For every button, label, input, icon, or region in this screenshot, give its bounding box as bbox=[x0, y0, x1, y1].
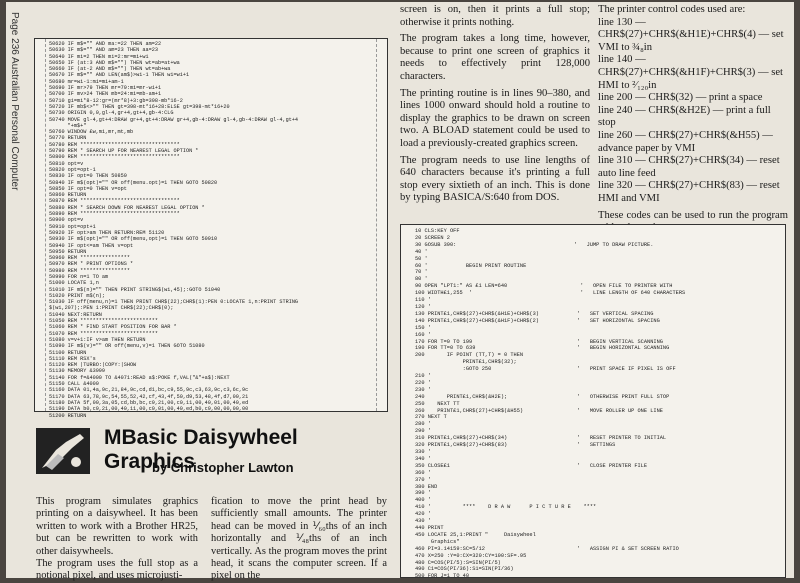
code-line: line 310 — CHR$(27)+CHR$(34) — reset auto line feed bbox=[598, 155, 780, 179]
article-body-right bbox=[211, 496, 387, 583]
listing-text: 10 CLS:KEY OFF 20 SCREEN 2 30 GOSUB 390: ' JUMP TO DRAW PICTURE. 40 ' 50 ' 60 ' BEGIN PRINT ROUTINE 70 ' 80 ' 90 OPEN "LPT1:" AS £1 LEN=640 ' OPEN FILE TO PRINTER WITH 100 WIDTH£1,255 ' ' LINE LENGTH OF 640 CHARACTERS 110 ' 120 ' 130 PRINT£1,CHR$(27)+CHR$(&H1E)+CHR$(3) ' SET VERTICAL SPACING 140 PRINT£1,CHR$(27)+CHR$(&H1F)+CHR$(2) ' SET HORIZONTAL SPACING 150 ' 160 ' 170 FOR T=0 TO 199 ' BEGIN VERTICAL SCANNING 190 FOR TT=0 TO 639 ' BEGIN HORIZONTAL SCANNING 200 IF POINT (TT,T) = 0 THEN PRINT£1,CHR$(32); :GOTO 250 ' PRINT SPACE IF PIXEL IS OFF 210 ' 220 ' 230 ' 240 PRINT£1,CHR$(&H2E); ' OTHERWISE PRINT FULL STOP 250 NEXT TT 260 PRINT£1,CHR$(27)+CHR$(&H55) ' MOVE ROLLER UP ONE LINE 270 NEXT T 280 ' 290 ' 310 PRINT£1,CHR$(27)+CHR$(34) ' RESET PRINTER TO INITIAL 320 PRINT£1,CHR$(27)+CHR$(83) ' SETTINGS 330 ' 340 ' 350 CLOSE£1 ' CLOSE PRINTER FILE 360 ' 370 ' 380 END 390 ' 400 ' 410 ' **** D R A W P I C T U R E **** 420 ' 430 ' 440 PRINT 450 LOCATE 25,1:PRINT " Daisywheel Graphics" 460 PI=3.14159:SC=5/12 ' ASSIGN PI & SET SCREEN RATIO 470 X=250 :Y=0:CX=320:CY=100:SF=.95 480 C=COS(PI/5):S=SIN(PI/5) 490 C1=COS(PI/36):S1=SIN(PI/36) 500 FOR J=1 TO 40 bbox=[415, 228, 686, 580]
paragraph: The printer control codes used are: bbox=[598, 4, 746, 15]
article-byline: by Christopher Lawton bbox=[152, 460, 294, 475]
code-line: line 320 — CHR$(27)+CHR$(83) — reset HMI and VMI bbox=[598, 180, 780, 204]
listing-text: 50620 IF m$="" AND ma:=22 THEN am=22 50630 IF m$="" AND am=23 THEN aa=23 50640 IF mi=2 THEN mi=2:mr=mi+wi 50650 IF (at:3 AND m$="") THEN wt=ab=at+wa 50660 IF (at-2 AND m$="") THEN wt=ab+wa 50670 IF m$="" AND LEN(am$)>wi-1 THEN wi=wi+1 50680 mr=wi-1:mi=mi+am-1 50690 IF mr>79 THEN mr=79:mi=mr-wi+1 50700 IF mv>24 THEN mb=24:mi=mb-am+1 50710 gi=mi*8-12:gr=(mr*8)+3:gb=398-mb*16-2 50720 IF mb$<>"" THEN gt=398-mt*16+28:ELSE gt=398-mt*16+20 50730 ORIGIN 0,0,gl-4,gr+4,gt+4,gb-4:CLG 50740 MOVE gl-4,gt+4:DRAW gr+4,gt+4:DRAW gr+4,gb-4:DRAW gl-4,gb-4:DRAW gl-4,gt+4 "+m$+" 50760 WINDOW £w,mi,mr,mt,mb 50770 RETURN 50780 REM ******************************** 50790 REM * SEARCH UP FOR NEAREST LEGAL OPTION * 50800 REM ******************************** 50810 opt=v 50820 opt=opt-1 50830 IF opt=0 THEN 50850 50840 IF m$(opt)="" OR off(menu.opt)=1 THEN GOTO 50820 50850 IF opt=0 THEN v=opt 50860 RETURN 50870 REM ******************************** 50880 REM * SEARCH DOWN FOR NEAREST LEGAL OPTION * 50890 REM ******************************** 50900 opt=v 50910 opt=opt+1 50920 IF opt>am THEN RETURN:REM 51120 50930 IF m$(opt)="" OR off(menu,opt)=1 THEN GOTO 50910 50940 IF opt<=am THEN v=opt 50950 RETURN 50960 REM **************** 50970 REM * PRINT OPTIONS * 50980 REM **************** 50990 FOR n=1 TO am 51000 LOCATE 1,n 51010 IF m$(n)="" THEN PRINT STRING$(wi,45);:GOTO 51040 51020 PRINT m$(n); 51030 IF off(menu,n)=1 THEN PRINT CHR$(22);CHR$(1):PEN 0:LOCATE 1,n:PRINT STRING $(wi,207);:PEN 1:PRINT CHR$(22);CHR$(0); 51040 NEXT:RETURN 51050 REM ************************* 51060 REM * FIND START POSITION FOR BAR * 51070 REM ************************* 51080 v=v+1:IF v>am THEN RETURN 51090 IF m$(v)="" OR off(menu,v)=1 THEN GOTO 51080 51100 RETURN 51110 REM RSX's 51120 REM |TURBO:|COPY:|SHOW 51130 MEMORY &3999 51140 FOR f=&4000 TO &4071:READ a$:POKE f,VAL("&"+a$):NEXT 51150 CALL &4000 51160 DATA 01,4a,9c,21,84,9c,cd,d1,bc,c9,55,9c,c3,63,9c,c3,6c,9c 51170 DATA 63,78,9c,54,55,52,42,cf,43,4f,50,d9,53,48,4f,d7,00,21 51180 DATA 5f,00,3a,05,cd,bb,bc,c9,21,00,c0,11,00,40,01,00,40,ed 51190 DATA b0,c9,21,00,40,11,00,c0,01,00,40,ed,b0,c9,00,00,00,00 51200 RETURN bbox=[49, 41, 299, 419]
article-header bbox=[34, 422, 386, 496]
paragraph: screen is on, then it prints a full stop; otherwise it prints nothing. bbox=[400, 4, 590, 28]
code-line: line 130 — CHR$(27)+CHR$(&H1E)+CHR$(4) — set VMI to ¾₈in bbox=[598, 16, 784, 53]
paragraph: The program takes a long time, however, because to print one screen of graphics it needs to effectively print 128,000 characters. bbox=[400, 33, 590, 82]
code-line: line 140 — CHR$(27)+CHR$(&H1F)+CHR$(3) — set HMI to ²⁄₁₂₀in bbox=[598, 54, 783, 91]
basic-listing-daisywheel bbox=[400, 224, 786, 578]
text-column-1 bbox=[400, 4, 590, 209]
article-body-left bbox=[36, 496, 198, 583]
tractor-holes-right bbox=[376, 39, 387, 411]
basic-listing-menu bbox=[34, 38, 388, 419]
paragraph: This program simulates graphics printing on a daisywheel. It has been written to work with a Brother HR25, but can be rewritten to work with other daisywheels. The program uses the full stop as a notional pixel, and uses microjusti- bbox=[36, 496, 198, 582]
paragraph: The program needs to use line lengths of 640 characters because it's printing a full stop every sixtieth of an inch. This is done by typing BASICA/S:640 from DOS. bbox=[400, 154, 590, 204]
tractor-holes-left bbox=[35, 39, 46, 411]
paragraph: fication to move the print head by sufficiently small amounts. The printer head can be moved in ⅟₆₀ths of an inch horizontally and ⅟₄₈ths of an inch vertically. As the program moves the print head, it scans the computer screen. If a pixel on the bbox=[211, 496, 387, 582]
code-line: line 200 — CHR$(32) — print a space bbox=[598, 92, 763, 104]
code-line: line 260 — CHR$(27)+CHR$(&H55) — advance paper by VMI bbox=[598, 129, 773, 154]
text-column-2 bbox=[598, 4, 788, 239]
paragraph: The printing routine is in lines 90–380, and lines 1000 onward should hold a routine to display the graphics to be drawn on screen two. A BLOAD statement could be used to load a previously-created graphics screen. bbox=[400, 87, 590, 149]
code-line: line 240 — CHR$(&H2E) — print a full stop bbox=[598, 104, 771, 129]
running-head: Page 236 Australian Personal Computer bbox=[9, 12, 20, 191]
paragraph: These codes can be used to run the program bbox=[598, 209, 788, 221]
article-title: MBasic Daisywheel Graphics bbox=[104, 426, 298, 473]
hand-pen-icon bbox=[36, 428, 90, 474]
magazine-page bbox=[6, 2, 794, 582]
